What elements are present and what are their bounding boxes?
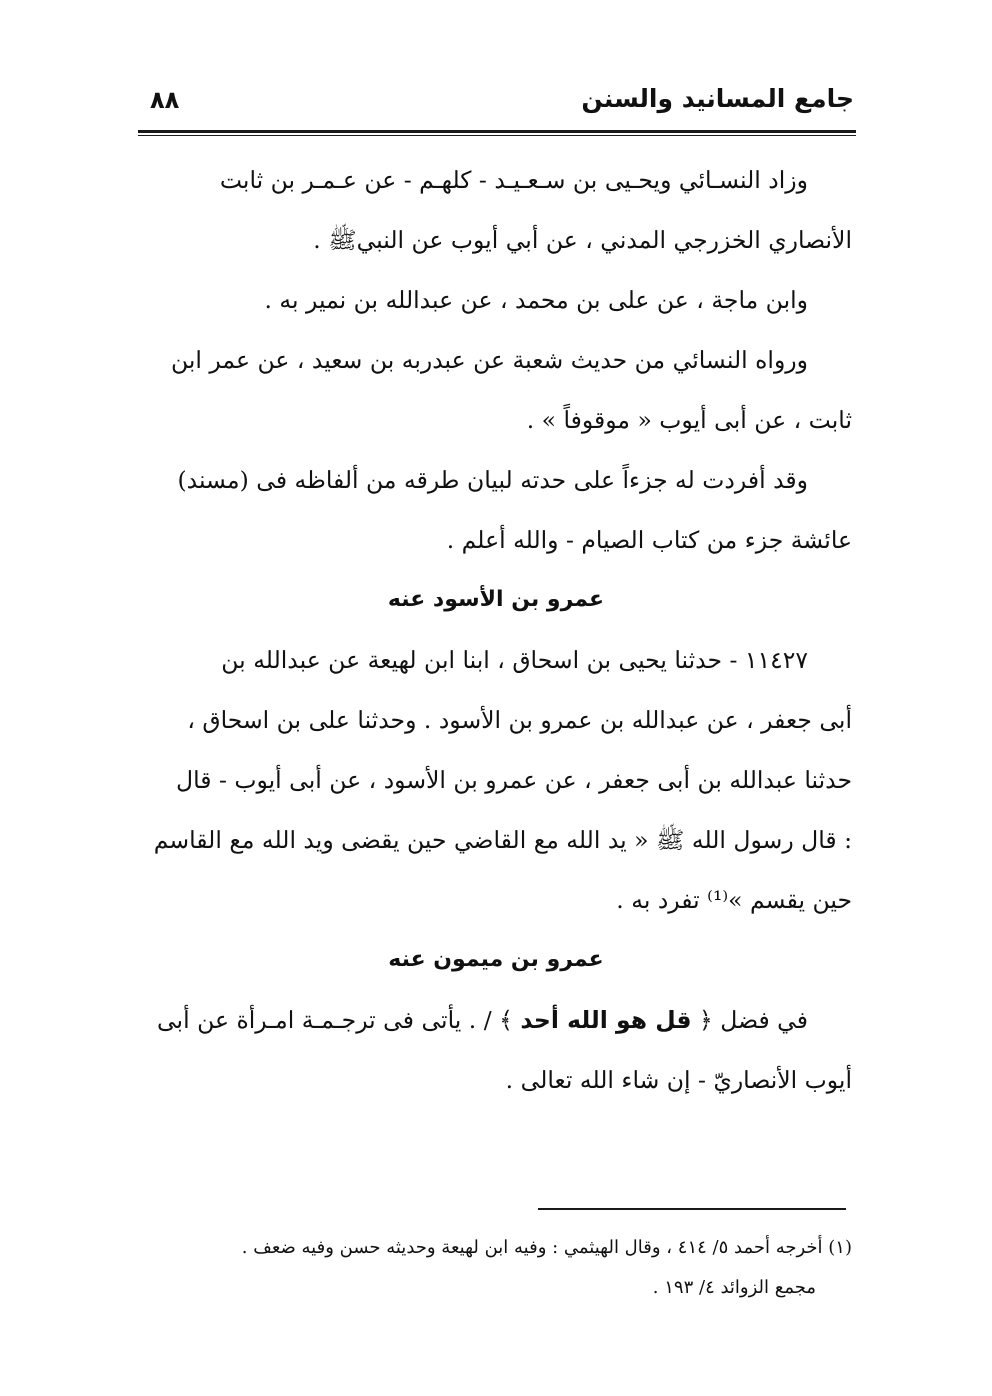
paragraph-3-line-2: ثابت ، عن أبى أيوب « موقوفاً » . [526,406,852,434]
paragraph-3-line-1: ورواه النسائي من حديث شعبة عن عبدربه بن سعيد ، عن عمر ابن [171,346,808,374]
footnotes [140,1228,852,1308]
hadith-1427-line-2: أبى جعفر ، عن عبدالله بن عمرو بن الأسود . وحدثنا على بن اسحاق ، [187,706,852,734]
paragraph-1-line-2: الأنصاري الخزرجي المدني ، عن أبي أيوب عن النبيﷺ . [313,226,852,254]
paragraph-6-line-2: أيوب الأنصاريّ - إن شاء الله تعالى . [505,1066,852,1094]
page-header [140,78,854,126]
footnote-1-line-1: (١) أخرجه أحمد ٥/ ٤١٤ ، وقال الهيثمي : وفيه ابن لهيعة وحديثه حسن وفيه ضعف . [241,1237,852,1258]
running-title: جامع المسانيد والسنن [581,84,854,113]
paragraph-6-text-a: في فضل ﴿ [691,1006,808,1034]
main-text [140,150,852,1110]
paragraph-6-text-b: ﴾ / . يأتى فى ترجـمـة امـرأة عن أبى [156,1006,521,1034]
header-rule-thick [138,130,856,133]
hadith-1427-line-1: ١١٤٢٧ - حدثنا يحيى بن اسحاق ، ابنا ابن لهيعة عن عبدالله بن [221,646,808,674]
paragraph-4-line-1: وقد أفردت له جزءاً على حدته لبيان طرقه من ألفاظه فى (مسند) [177,466,808,494]
footnote-separator [538,1208,846,1210]
paragraph-1-line-1: وزاد النسـائي ويحـيى بن سـعـيـد - كلهـم - عن عـمـر بن ثابت [219,166,808,194]
paragraph-4-line-2: عائشة جزء من كتاب الصيام - والله أعلم . [446,526,852,554]
quran-quote: قل هو الله أحد [520,1006,692,1034]
section-heading-amr-ibn-maymun: عمرو بن ميمون عنه [388,947,604,972]
paragraph-6-line-1 [140,990,852,1050]
paragraph-2-line-1: وابن ماجة ، عن على بن محمد ، عن عبدالله بن نمير به . [264,286,808,314]
section-heading-amr-ibn-al-aswad: عمرو بن الأسود عنه [387,587,605,612]
header-rule-thin [138,135,856,136]
hadith-1427-line-5: حين يقسم »⁽¹⁾ تفرد به . [616,886,852,914]
footnote-1-line-2: مجمع الزوائد ٤/ ١٩٣ . [652,1277,816,1298]
page-number: ٨٨ [150,86,180,114]
hadith-1427-line-3: حدثنا عبدالله بن أبى جعفر ، عن عمرو بن الأسود ، عن أبى أيوب - قال [176,766,852,794]
hadith-1427-line-4: : قال رسول الله ﷺ « يد الله مع القاضي حين يقضى ويد الله مع القاسم [153,826,852,854]
